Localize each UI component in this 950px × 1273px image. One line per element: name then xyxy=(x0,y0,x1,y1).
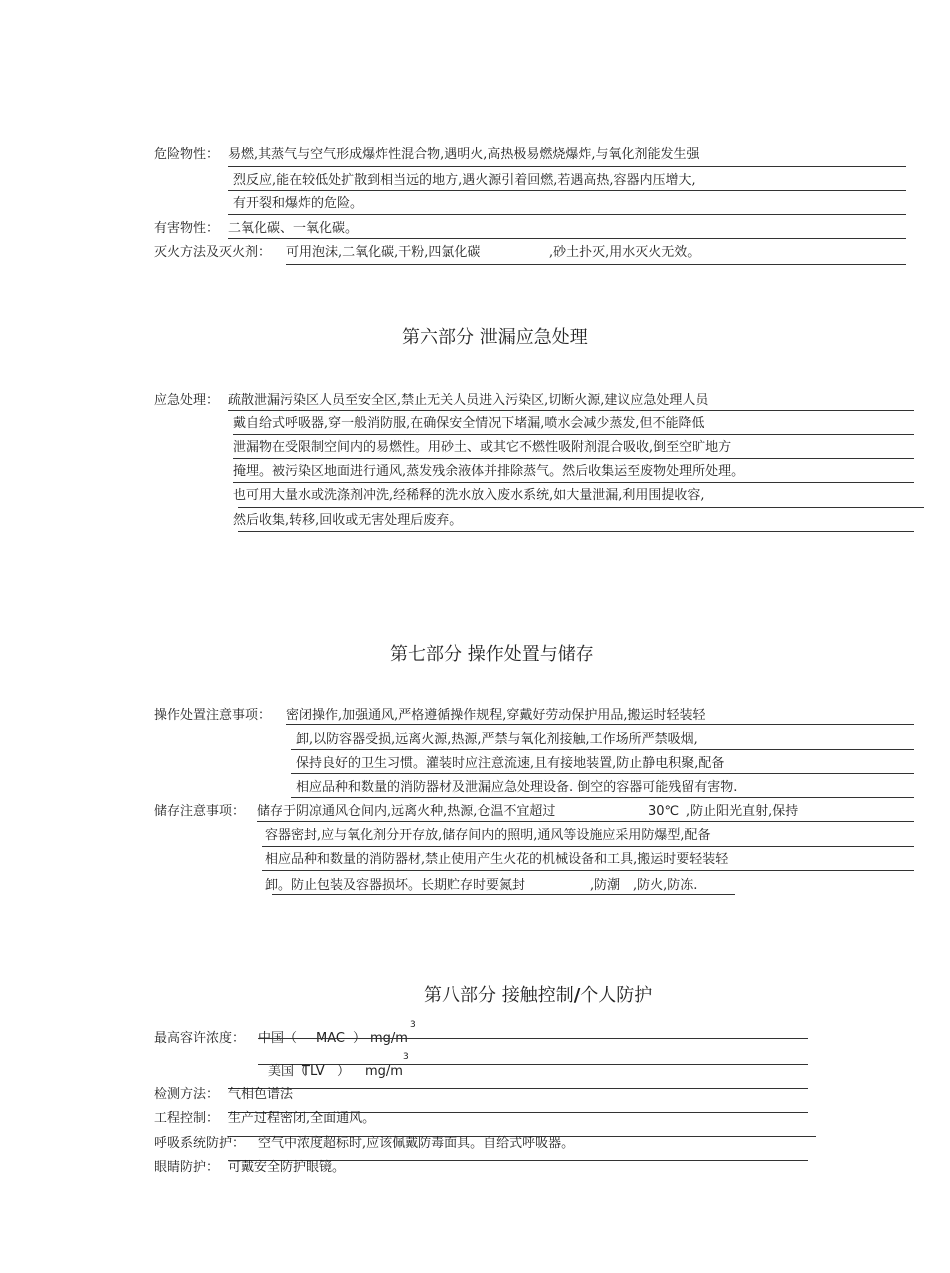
section-8-heading-a: 第八部分 接触控制 xyxy=(424,985,574,1006)
emergency-line-6: 然后收集,转移,回收或无害处理后废弃。 xyxy=(233,513,463,528)
underline xyxy=(228,238,906,239)
china-unit-superscript: 3 xyxy=(410,1020,416,1030)
section-7-heading: 第七部分 操作处置与储存 xyxy=(390,644,594,665)
storage-line-4-c: ,防火,防冻. xyxy=(633,878,698,893)
fire-extinguish-text-b: ,砂土扑灭,用水灭火无效。 xyxy=(549,245,701,260)
underline xyxy=(228,1088,808,1089)
danger-property-line-1: 易燃,其蒸气与空气形成爆炸性混合物,遇明火,高热极易燃烧爆炸,与氧化剂能发生强 xyxy=(228,147,700,162)
detection-text: 气相色谱法 xyxy=(228,1087,294,1102)
danger-property-line-2: 烈反应,能在较低处扩散到相当远的地方,遇火源引着回燃,若遇高热,容器内压增大, xyxy=(233,173,696,188)
section-8-heading-b: 个人防护 xyxy=(580,985,653,1006)
underline xyxy=(228,410,914,411)
underline xyxy=(233,458,914,459)
emergency-line-4: 掩埋。被污染区地面进行通风,蒸发残余液体并排除蒸气。然后收集运至废物处理所处理。 xyxy=(233,464,745,479)
storage-line-3: 相应品种和数量的消防器材,禁止使用产生火花的机械设备和工具,搬运时要轻装轻 xyxy=(265,852,729,867)
max-concentration-label: 最高容许浓度： xyxy=(154,1031,246,1046)
underline xyxy=(233,482,914,483)
underline xyxy=(228,190,906,191)
eye-text: 可戴安全防护眼镜。 xyxy=(228,1160,346,1175)
emergency-label: 应急处理： xyxy=(154,393,220,408)
storage-line-1-a: 储存于阴凉通风仓间内,远离火种,热源,仓温不宜超过 xyxy=(257,804,556,819)
section-8-heading-slash: / xyxy=(573,985,581,1006)
operation-line-3: 保持良好的卫生习惯。灌装时应注意流速,且有接地装置,防止静电积聚,配备 xyxy=(296,756,725,771)
underline xyxy=(257,821,914,822)
operation-label: 操作处置注意事项： xyxy=(154,708,272,723)
underline xyxy=(233,434,914,435)
underline xyxy=(262,870,914,871)
underline xyxy=(228,214,906,215)
eye-label: 眼睛防护： xyxy=(154,1160,220,1175)
emergency-line-2: 戴自给式呼吸器,穿一般消防服,在确保安全情况下堵漏,喷水会减少蒸发,但不能降低 xyxy=(233,416,705,431)
usa-label-a: 美国（ xyxy=(268,1064,308,1079)
emergency-line-3: 泄漏物在受限制空间内的易燃性。用砂土、或其它不燃性吸附剂混合吸收,倒至空旷地方 xyxy=(233,440,732,455)
usa-label-b: ） xyxy=(337,1064,351,1079)
china-label-b: ） xyxy=(353,1031,367,1046)
fire-extinguish-label: 灭火方法及灭火剂： xyxy=(154,245,272,260)
engineering-text: 生产过程密闭,全面通风。 xyxy=(228,1111,376,1126)
storage-line-2: 容器密封,应与氧化剂分开存放,储存间内的照明,通风等设施应采用防爆型,配备 xyxy=(265,828,711,843)
emergency-line-1: 疏散泄漏污染区人员至安全区,禁止无关人员进入污染区,切断火源,建议应急处理人员 xyxy=(228,393,709,408)
danger-property-label: 危险物性： xyxy=(154,147,220,162)
underline xyxy=(228,166,906,167)
underline xyxy=(291,749,914,750)
respiratory-text: 空气中浓度超标时,应该佩戴防毒面具。自给式呼吸器。 xyxy=(258,1136,575,1151)
usa-tlv: TLV xyxy=(302,1064,325,1079)
china-label-a: 中国（ xyxy=(258,1031,298,1046)
harmful-property-text: 二氧化碳、一氧化碳。 xyxy=(228,221,359,236)
storage-temperature: 30℃ xyxy=(648,804,680,819)
underline xyxy=(262,846,914,847)
usa-unit-superscript: 3 xyxy=(403,1052,409,1062)
danger-property-line-3: 有开裂和爆炸的危险。 xyxy=(233,196,364,211)
underline xyxy=(286,264,906,265)
detection-label: 检测方法： xyxy=(154,1087,220,1102)
usa-unit: mg/m xyxy=(365,1064,403,1079)
engineering-label: 工程控制： xyxy=(154,1111,220,1126)
section-6-heading: 第六部分 泄漏应急处理 xyxy=(402,327,588,348)
section-8-heading xyxy=(424,985,652,1007)
storage-line-1-c: ,防止阳光直射,保持 xyxy=(686,804,799,819)
china-mac: MAC xyxy=(316,1031,345,1046)
storage-line-4-b: ,防潮 xyxy=(590,878,621,893)
operation-line-4: 相应品种和数量的消防器材及泄漏应急处理设备. 倒空的容器可能残留有害物. xyxy=(296,780,738,795)
operation-line-2: 卸,以防容器受损,远离火源,热源,严禁与氧化剂接触,工作场所严禁吸烟, xyxy=(296,732,698,747)
china-unit: mg/m xyxy=(370,1031,408,1046)
underline xyxy=(286,724,914,725)
underline xyxy=(238,507,924,508)
storage-line-4-a: 卸。防止包装及容器损坏。长期贮存时要氮封 xyxy=(265,878,526,893)
emergency-line-5: 也可用大量水或洗涤剂冲洗,经稀释的洗水放入废水系统,如大量泄漏,利用围提收容, xyxy=(233,488,705,503)
storage-label: 储存注意事项： xyxy=(154,804,246,819)
underline xyxy=(291,773,914,774)
underline xyxy=(291,797,914,798)
underline xyxy=(238,531,914,532)
harmful-property-label: 有害物性： xyxy=(154,221,220,236)
fire-extinguish-text-a: 可用泡沫,二氧化碳,干粉,四氯化碳 xyxy=(286,245,481,260)
operation-line-1: 密闭操作,加强通风,严格遵循操作规程,穿戴好劳动保护用品,搬运时轻装轻 xyxy=(286,708,706,723)
underline xyxy=(258,1038,808,1039)
underline xyxy=(272,894,735,895)
respiratory-label: 呼吸系统防护： xyxy=(154,1136,246,1151)
